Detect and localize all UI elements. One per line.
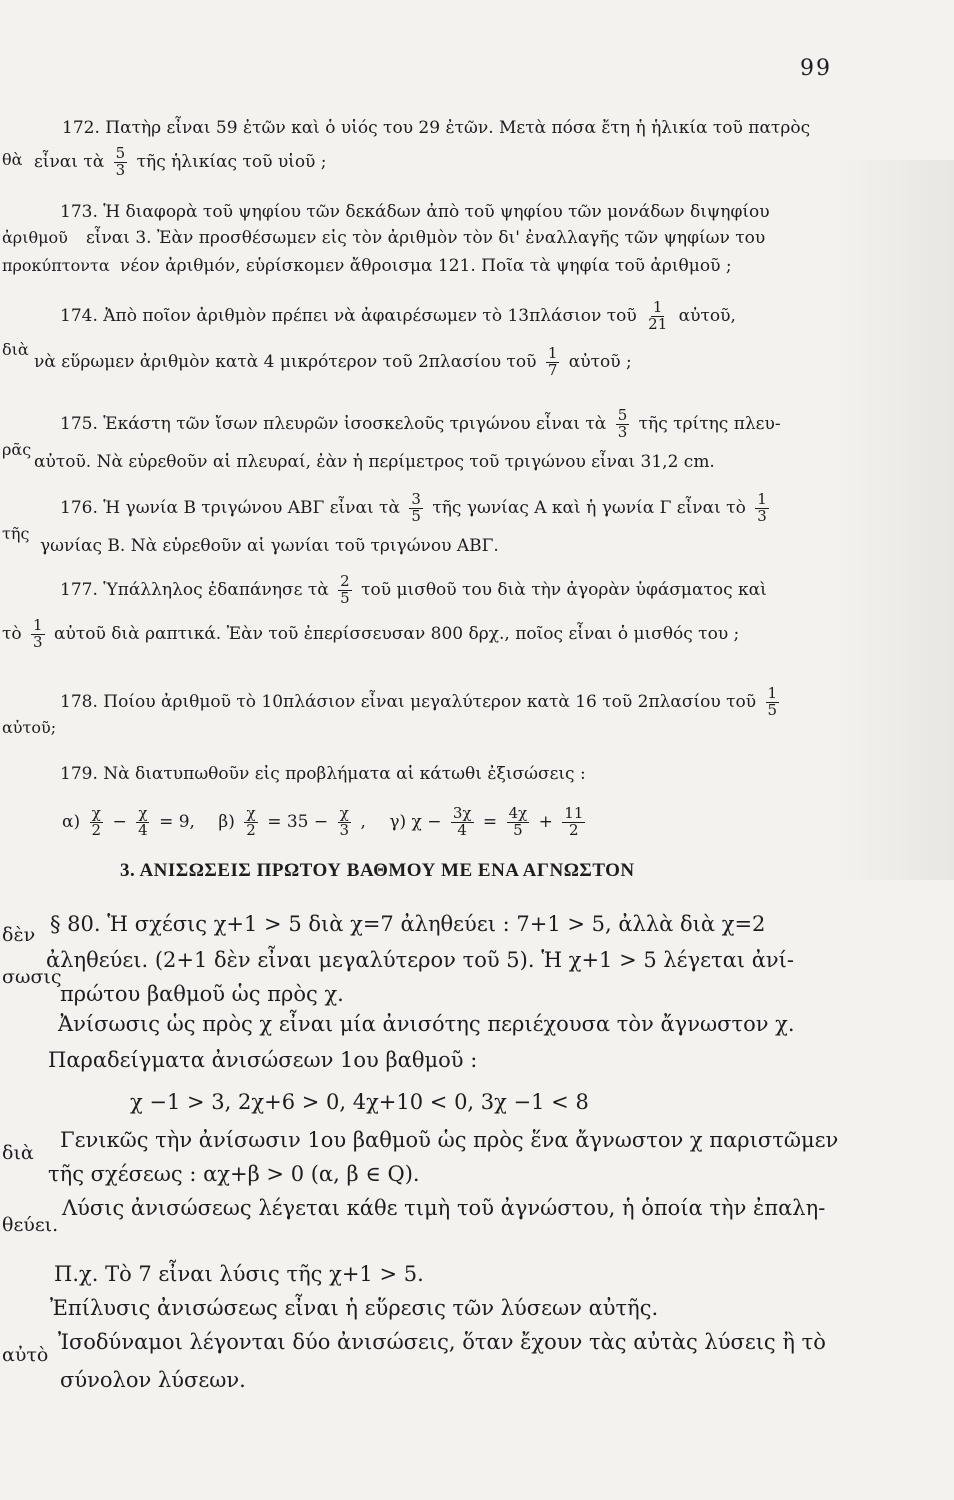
section-paragraph-line: ἀληθεύει. (2+1 δὲν εἶναι μεγαλύτερον τοῦ 5). Ἡ χ+1 > 5 λέγεται ἀνί- [46,948,794,972]
problem-174-line-2: νὰ εὕρωμεν ἀριθμὸν κατὰ 4 μικρότερον τοῦ 2πλασίου τοῦ $\frac{1}{7}$ αὐτοῦ ; [34,344,632,379]
problem-175-line-1: 175. Ἑκάστη τῶν ἴσων πλευρῶν ἰσοσκελοῦς τριγώνου εἶναι τὰ $\frac{5}{3}$ τῆς τρίτης πλευ- [60,406,781,441]
problem-179-equations [62,806,607,839]
margin-word: διὰ [2,340,29,359]
problem-176-line-1: 176. Ἡ γωνία Β τριγώνου ΑΒΓ εἶναι τὰ $\frac{3}{5}$ τῆς γωνίας Α καὶ ἡ γωνία Γ εἶναι τὸ $\frac{1}{3}$ [60,490,767,525]
equation-a: α) $\frac{\chi}{2}$ − $\frac{\chi}{4}$ = 9, [62,804,195,839]
problem-176-line-2: γωνίας Β. Νὰ εὑρεθοῦν αἱ γωνίαι τοῦ τριγώνου ΑΒΓ. [40,536,499,556]
margin-word: θεύει. [2,1214,59,1236]
margin-word: προκύπτοντα [2,256,110,275]
problem-173-line-1: 173. Ἡ διαφορὰ τοῦ ψηφίου τῶν δεκάδων ἀπὸ τοῦ ψηφίου τῶν μονάδων διψηφίου [60,202,770,222]
examples-label: Παραδείγματα ἀνισώσεων 1ου βαθμοῦ : [48,1048,478,1072]
problem-173-line-2: εἶναι 3. Ἐὰν προσθέσωμεν εἰς τὸν ἀριθμὸν τὸν δι' ἐναλλαγῆς τῶν ψηφίων του [86,228,766,248]
fraction: $\frac{1}{21}$ [648,298,668,333]
section-heading: 3. ΑΝΙΣΩΣΕΙΣ ΠΡΩΤΟΥ ΒΑΘΜΟΥ ΜΕ ΕΝΑ ΑΓΝΩΣΤΟΝ [120,860,635,881]
margin-word: τῆς [2,524,30,543]
definition-solving: Ἐπίλυσις ἀνισώσεως εἶναι ἡ εὕρεσις τῶν λύσεων αὐτῆς. [50,1296,659,1320]
margin-word: σωσις [2,966,62,988]
problem-173-line-3: νέον ἀριθμόν, εὑρίσκομεν ἄθροισμα 121. Ποῖα τὰ ψηφία τοῦ ἀριθμοῦ ; [120,256,732,276]
margin-word: διὰ [2,1142,34,1164]
problem-177-line-1: 177. Ὑπάλληλος ἐδαπάνησε τὰ $\frac{2}{5}$ τοῦ μισθοῦ του διὰ τὴν ἀγορὰν ὑφάσματος καὶ [60,572,767,607]
section-paragraph-line: σύνολον λύσεων. [60,1368,246,1392]
fraction: $\frac{2}{5}$ [340,572,350,607]
section-paragraph-line: Γενικῶς τὴν ἀνίσωσιν 1ου βαθμοῦ ὡς πρὸς ἕνα ἄγνωστον χ παριστῶμεν [60,1128,839,1152]
fraction: $\frac{1}{7}$ [547,344,558,379]
margin-word: αὐτοῦ; [2,718,57,737]
margin-word: δὲν [2,924,36,946]
page-number: 99 [800,56,832,81]
examples-list: χ −1 > 3, 2χ+6 > 0, 4χ+10 < 0, 3χ −1 < 8 [130,1090,589,1114]
definition-equivalent: Ἰσοδύναμοι λέγονται δύο ἀνισώσεις, ὅταν ἔχουν τὰς αὐτὰς λύσεις ἢ τὸ [58,1330,826,1354]
fraction: $\frac{3}{5}$ [411,490,421,525]
fraction: $\frac{1}{3}$ [757,490,767,525]
margin-word: ρᾶς [2,440,32,459]
fraction: $\frac{5}{3}$ [115,144,126,179]
problem-179-line-1: 179. Νὰ διατυπωθοῦν εἰς προβλήματα αἱ κάτωθι ἐξισώσεις : [60,764,586,784]
margin-word: θὰ [2,150,23,169]
equation-b: β) $\frac{\chi}{2}$ = 35 − $\frac{\chi}{3}$ , [218,804,366,839]
problem-172-line-2: εἶναι τὰ $\frac{5}{3}$ τῆς ἡλικίας τοῦ υἱοῦ ; [34,144,327,179]
fraction: $\frac{5}{3}$ [617,406,628,441]
problem-174-line-1: 174. Ἀπὸ ποῖον ἀριθμὸν πρέπει νὰ ἀφαιρέσωμεν τὸ 13πλάσιον τοῦ $\frac{1}{21}$ αὐτοῦ, [60,298,736,333]
fraction: $\frac{1}{5}$ [767,684,778,719]
problem-172-line-1: 172. Πατὴρ εἶναι 59 ἐτῶν καὶ ὁ υἱός του 29 ἐτῶν. Μετὰ πόσα ἔτη ἡ ἡλικία τοῦ πατρὸς [62,118,811,138]
definition-solution: Λύσις ἀνισώσεως λέγεται κάθε τιμὴ τοῦ ἀγνώστου, ἡ ὁποία τὴν ἐπαλη- [62,1196,826,1220]
margin-word: ἀριθμοῦ [2,228,68,247]
definition-inequality: Ἀνίσωσις ὡς πρὸς χ εἶναι μία ἀνισότης περιέχουσα τὸν ἄγνωστον χ. [58,1012,795,1036]
problem-177-line-2: τὸ $\frac{1}{3}$ αὐτοῦ διὰ ραπτικά. Ἐὰν τοῦ ἐπερίσσευσαν 800 δρχ., ποῖος εἶναι ὁ μισθός του ; [2,616,740,651]
bleed-through-shadow [834,160,954,880]
general-form: τῆς σχέσεως : αχ+β > 0 (α, β ∈ Q). [48,1162,420,1186]
section-paragraph-line: § 80. Ἡ σχέσις χ+1 > 5 διὰ χ=7 ἀληθεύει : 7+1 > 5, ἀλλὰ διὰ χ=2 [50,912,766,936]
example-solution: Π.χ. Τὸ 7 εἶναι λύσις τῆς χ+1 > 5. [54,1262,424,1286]
problem-175-line-2: αὐτοῦ. Νὰ εὑρεθοῦν αἱ πλευραί, ἐὰν ἡ περίμετρος τοῦ τριγώνου εἶναι 31,2 cm. [34,452,715,472]
equation-c: γ) χ − $\frac{3\chi}{4}$ = $\frac{4\chi}{5}$ + $\frac{11}{2}$ [389,804,584,839]
margin-word: αὐτὸ [2,1344,49,1366]
section-paragraph-line: πρώτου βαθμοῦ ὡς πρὸς χ. [60,982,344,1006]
problem-178-line-1: 178. Ποίου ἀριθμοῦ τὸ 10πλάσιον εἶναι μεγαλύτερον κατὰ 16 τοῦ 2πλασίου τοῦ $\frac{1}{5}$ [60,684,778,719]
fraction: $\frac{1}{3}$ [33,616,43,651]
